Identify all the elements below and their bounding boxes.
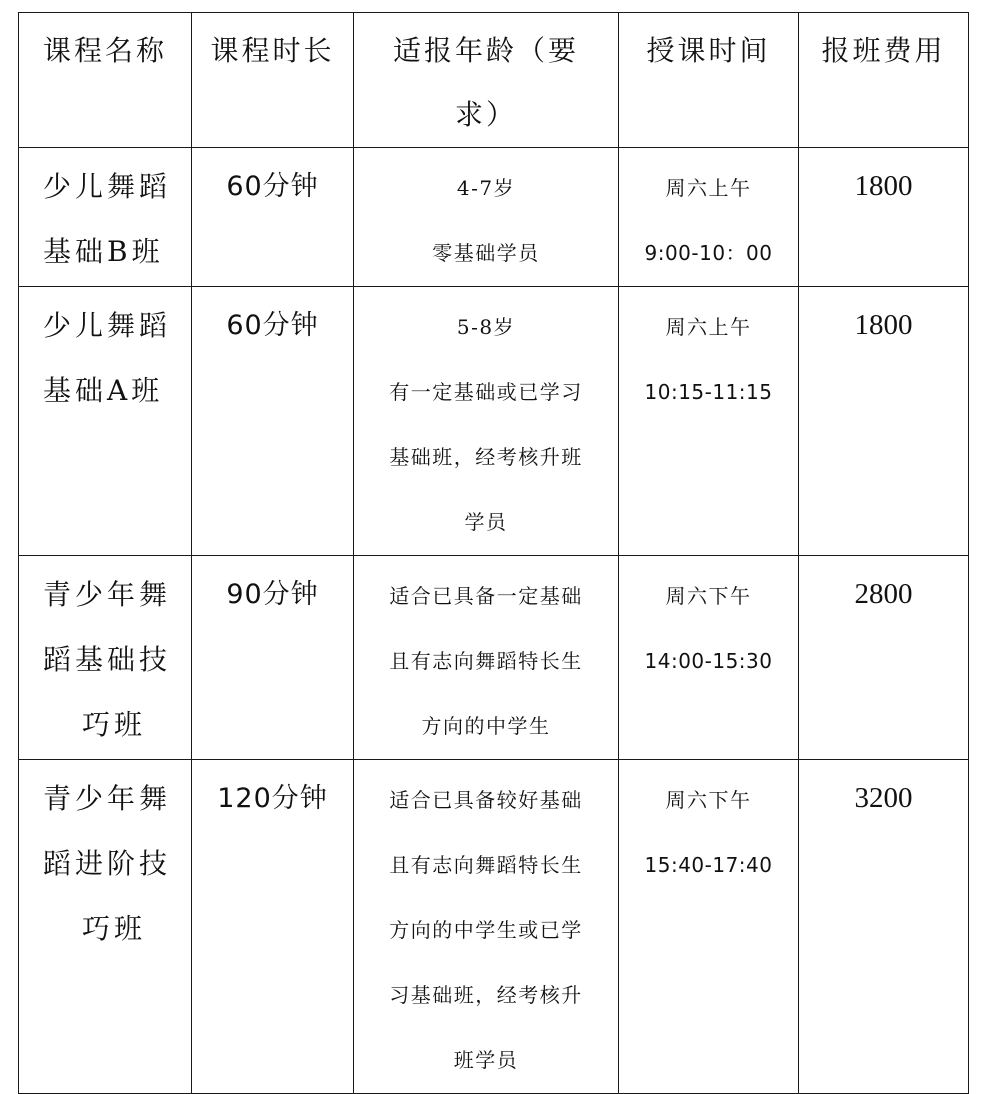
fee-cell <box>799 148 969 287</box>
course-name-line: 少儿舞蹈 <box>43 309 172 342</box>
course-name-line: 蹈基础技 <box>43 643 172 676</box>
requirement-line: 适合已具备较好基础 <box>389 788 583 812</box>
requirement-line: 习基础班，经考核升 <box>389 983 583 1007</box>
requirement-line: 零基础学员 <box>432 241 540 265</box>
fee-value: 3200 <box>854 782 913 814</box>
duration-value: 120分钟 <box>217 783 328 814</box>
time-day: 周六上午 <box>665 176 752 200</box>
header-duration: 课程时长 <box>210 34 335 67</box>
table-row <box>19 148 969 287</box>
course-name-line: 蹈进阶技 <box>43 847 172 880</box>
time-day: 周六下午 <box>665 584 752 608</box>
table-row <box>19 760 969 1094</box>
requirement-cell <box>354 287 619 556</box>
requirement-line: 有一定基础或已学习 <box>389 380 583 404</box>
requirement-cell <box>354 556 619 760</box>
duration-cell <box>192 287 354 556</box>
header-cell-duration <box>192 13 354 148</box>
header-fee: 报班费用 <box>821 34 946 67</box>
course-name-line: 巧班 <box>81 912 146 945</box>
fee-value: 1800 <box>854 309 913 341</box>
course-table <box>18 12 969 1094</box>
time-cell <box>619 760 799 1094</box>
course-name-line: 青少年舞 <box>43 578 172 611</box>
time-cell <box>619 556 799 760</box>
header-age <box>354 13 618 147</box>
requirement-cell <box>354 148 619 287</box>
duration-value: 60分钟 <box>226 310 319 341</box>
fee-cell <box>799 556 969 760</box>
requirement-line: 方向的中学生或已学 <box>389 918 583 942</box>
time-range: 9:00-10：00 <box>644 241 773 265</box>
course-name-cell <box>19 556 192 760</box>
course-name-line: 基础B班 <box>43 235 164 268</box>
course-name-cell <box>19 760 192 1094</box>
requirement-line: 且有志向舞蹈特长生 <box>389 649 583 673</box>
time-range: 15:40-17:40 <box>644 853 773 877</box>
requirement-line: 适合已具备一定基础 <box>389 584 583 608</box>
duration-value: 90分钟 <box>226 579 319 610</box>
header-cell-name <box>19 13 192 148</box>
duration-value: 60分钟 <box>226 171 319 202</box>
requirement-line: 4-7岁 <box>456 176 516 200</box>
duration-cell <box>192 148 354 287</box>
header-time: 授课时间 <box>646 34 771 67</box>
requirement-line: 学员 <box>464 510 508 534</box>
course-name-line: 青少年舞 <box>43 782 172 815</box>
course-name-line: 少儿舞蹈 <box>43 170 172 203</box>
header-cell-fee <box>799 13 969 148</box>
course-name-line: 基础A班 <box>43 374 164 407</box>
header-age-line2: 求） <box>454 98 517 131</box>
requirement-line: 且有志向舞蹈特长生 <box>389 853 583 877</box>
requirement-cell <box>354 760 619 1094</box>
time-range: 10:15-11:15 <box>644 380 773 404</box>
header-name: 课程名称 <box>42 34 167 67</box>
course-name-line: 巧班 <box>81 708 146 741</box>
fee-value: 2800 <box>854 578 913 610</box>
requirement-line: 班学员 <box>453 1048 519 1072</box>
time-range: 14:00-15:30 <box>644 649 773 673</box>
requirement-line: 5-8岁 <box>456 315 516 339</box>
header-cell-time <box>619 13 799 148</box>
requirement-line: 方向的中学生 <box>421 714 551 738</box>
header-row <box>19 13 969 148</box>
duration-cell <box>192 556 354 760</box>
duration-cell <box>192 760 354 1094</box>
time-day: 周六上午 <box>665 315 752 339</box>
requirement-line: 基础班，经考核升班 <box>389 445 583 469</box>
fee-cell <box>799 287 969 556</box>
fee-cell <box>799 760 969 1094</box>
time-day: 周六下午 <box>665 788 752 812</box>
header-age-line1: 适报年龄（要 <box>392 34 579 67</box>
course-name-cell <box>19 287 192 556</box>
table-row <box>19 556 969 760</box>
table-row <box>19 287 969 556</box>
time-cell <box>619 148 799 287</box>
header-cell-age <box>354 13 619 148</box>
time-cell <box>619 287 799 556</box>
fee-value: 1800 <box>854 170 913 202</box>
course-name-cell <box>19 148 192 287</box>
